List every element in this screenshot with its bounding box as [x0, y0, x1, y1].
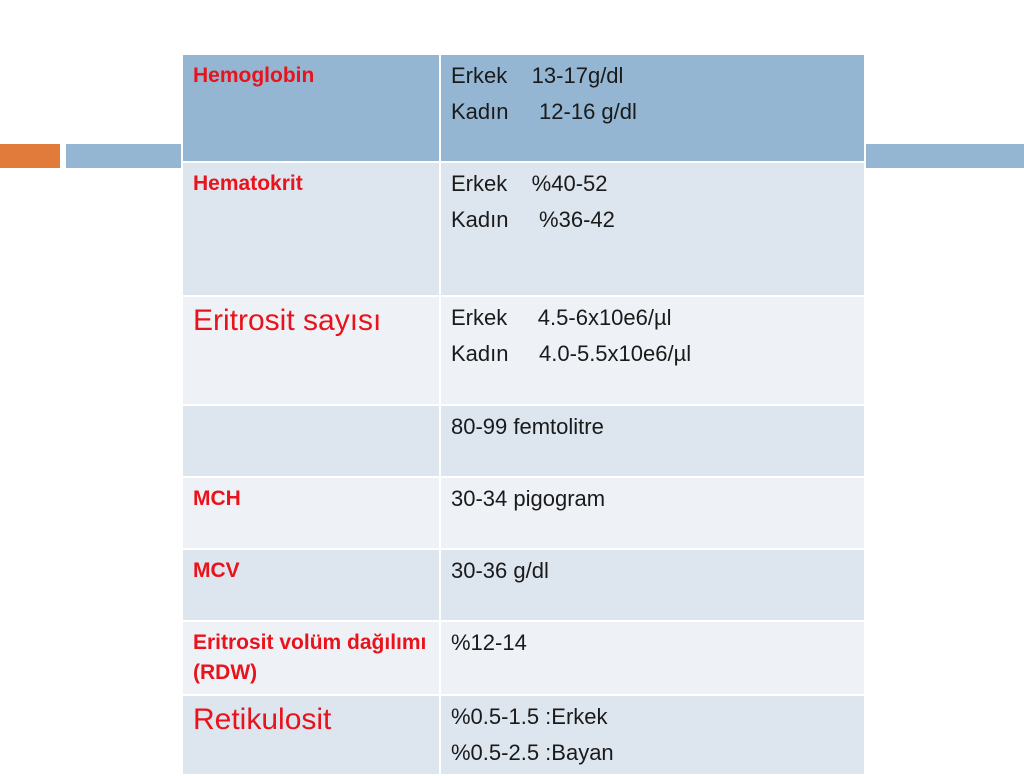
label-cell — [182, 162, 440, 296]
value-cell — [440, 549, 865, 621]
value-line: %12-14 — [451, 630, 527, 655]
reference-values-table — [181, 53, 866, 776]
row-label: MCV — [193, 559, 240, 582]
value-line: Erkek %40-52 — [451, 171, 608, 196]
value-cell — [440, 405, 865, 477]
value-line: 30-36 g/dl — [451, 558, 549, 583]
label-cell — [182, 477, 440, 549]
value-cell — [440, 621, 865, 695]
accent-bar-blue-left — [66, 144, 182, 168]
row-label: MCH — [193, 487, 241, 510]
label-cell — [182, 296, 440, 405]
label-cell — [182, 405, 440, 477]
accent-bar-orange — [0, 144, 60, 168]
value-line: %0.5-2.5 :Bayan — [451, 740, 614, 765]
value-line: Kadın 4.0-5.5x10e6/µl — [451, 341, 692, 366]
label-cell — [182, 621, 440, 695]
value-cell — [440, 162, 865, 296]
row-label: Hemoglobin — [193, 64, 315, 87]
row-label: Eritrosit sayısı — [193, 304, 382, 337]
value-cell — [440, 695, 865, 775]
table-row — [182, 405, 865, 477]
value-cell — [440, 296, 865, 405]
value-cell — [440, 54, 865, 162]
label-cell — [182, 54, 440, 162]
label-cell — [182, 695, 440, 775]
row-label: Hematokrit — [193, 172, 303, 195]
label-cell — [182, 549, 440, 621]
row-label: Eritrosit volüm dağılımı (RDW) — [193, 631, 427, 684]
table-row — [182, 477, 865, 549]
value-line: Erkek 4.5-6x10e6/µl — [451, 305, 672, 330]
value-line: Kadın %36-42 — [451, 207, 615, 232]
value-line: 30-34 pigogram — [451, 486, 606, 511]
value-line: Erkek 13-17g/dl — [451, 63, 624, 88]
table-row — [182, 296, 865, 405]
value-cell — [440, 477, 865, 549]
table-row — [182, 54, 865, 162]
table-row — [182, 162, 865, 296]
table-row — [182, 621, 865, 695]
row-label: Retikulosit — [193, 703, 332, 736]
value-line: 80-99 femtolitre — [451, 414, 604, 439]
accent-bar-blue-right — [866, 144, 1024, 168]
table-row — [182, 695, 865, 775]
value-line: Kadın 12-16 g/dl — [451, 99, 637, 124]
value-line: %0.5-1.5 :Erkek — [451, 704, 608, 729]
table-row — [182, 549, 865, 621]
row-label — [183, 406, 439, 418]
